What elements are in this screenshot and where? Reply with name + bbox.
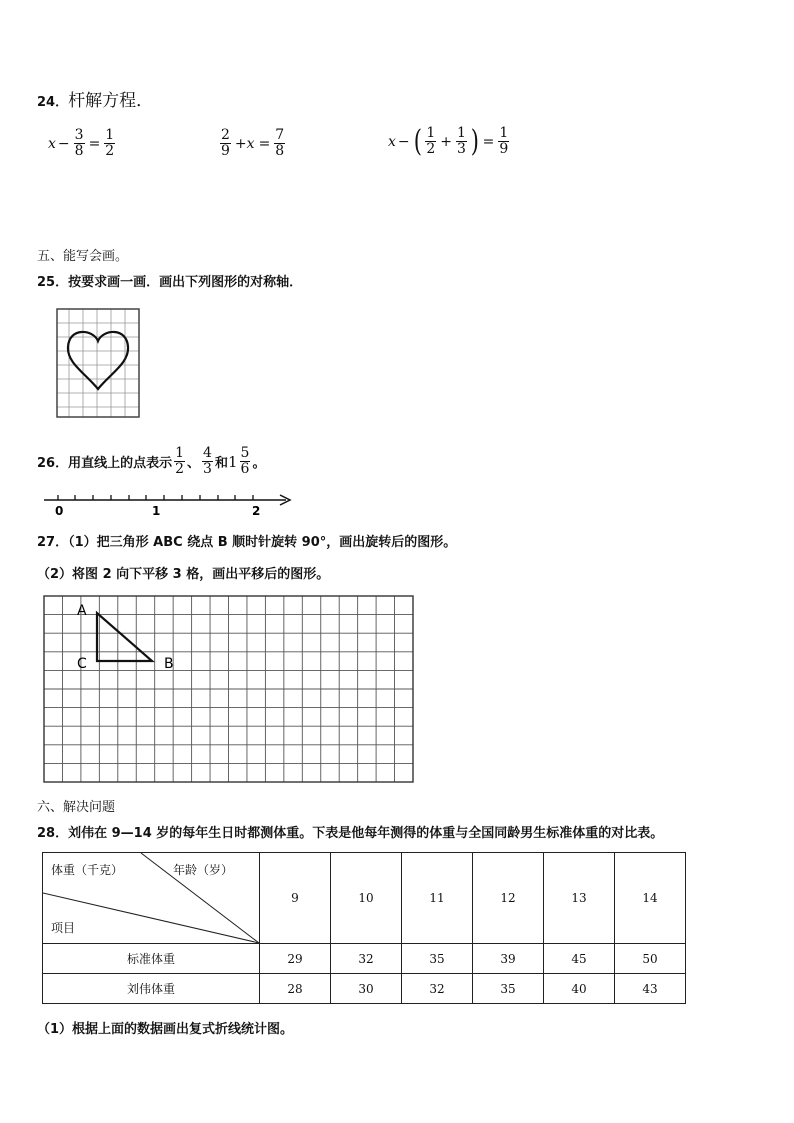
number-line [40,490,295,518]
value-cell: 32 [402,974,473,1004]
age-cell: 13 [544,853,615,944]
row-label: 刘伟体重 [43,974,260,1004]
header-weight: 体重（千克） [51,863,124,877]
value-cell: 35 [402,944,473,974]
triangle-abc [97,613,152,661]
row-label: 标准体重 [43,944,260,974]
age-cell: 10 [331,853,402,944]
q26-title: 26．用直线上的点表示 $\frac{1}{2}$ 、 $\frac{4}{3}$ 和 1 $\frac{5}{6}$ 。 [37,445,266,477]
age-cell: 9 [260,853,331,944]
table-header-row [43,853,686,944]
label-b: B [164,656,174,672]
age-cell: 11 [402,853,473,944]
header-age: 年龄（岁） [173,863,234,877]
heart-grid-figure [55,307,141,419]
tick-label-2: 2 [252,504,261,518]
weight-table [42,852,686,1004]
value-cell: 45 [544,944,615,974]
equation-3: x − ( $\frac{1}{2}$ + $\frac{1}{3}$ ) = $\frac{1}{9}$ [388,123,509,159]
section-5-heading: 五、能写会画。 [37,249,129,264]
section-6-heading: 六、解决问题 [37,800,116,815]
triangle-grid-figure [42,594,416,784]
table-row-liuwei [43,974,686,1004]
value-cell: 35 [473,974,544,1004]
value-cell: 28 [260,974,331,1004]
q24-title: 24．杆解方程． [37,91,154,111]
value-cell: 43 [615,974,686,1004]
header-item: 项目 [51,921,76,935]
age-cell: 14 [615,853,686,944]
value-cell: 50 [615,944,686,974]
equation-1: x − $\frac{3}{8}$ = $\frac{1}{2}$ [48,127,115,159]
tick-label-0: 0 [55,504,64,518]
value-cell: 32 [331,944,402,974]
value-cell: 39 [473,944,544,974]
age-cell: 12 [473,853,544,944]
label-c: C [77,656,87,672]
tick-label-1: 1 [152,504,161,518]
value-cell: 40 [544,974,615,1004]
equation-2: $\frac{2}{9}$ +x = $\frac{7}{8}$ [221,127,285,159]
table-row-standard [43,944,686,974]
q25-title: 25．按要求画一画．画出下列图形的对称轴． [37,275,303,290]
q28-sub1: （1）根据上面的数据画出复式折线统计图。 [37,1022,294,1037]
label-a: A [77,603,87,619]
value-cell: 29 [260,944,331,974]
heart-shape [68,332,128,389]
diagonal-header-cell [43,853,260,944]
q27-line1: 27．（1）把三角形 ABC 绕点 B 顺时针旋转 90°，画出旋转后的图形。 [37,535,457,550]
q27-line2: （2）将图 2 向下平移 3 格，画出平移后的图形。 [37,567,330,582]
q28-title: 28．刘伟在 9—14 岁的每年生日时都测体重。下表是他每年测得的体重与全国同龄男生标准体重的对比表。 [37,826,664,841]
value-cell: 30 [331,974,402,1004]
